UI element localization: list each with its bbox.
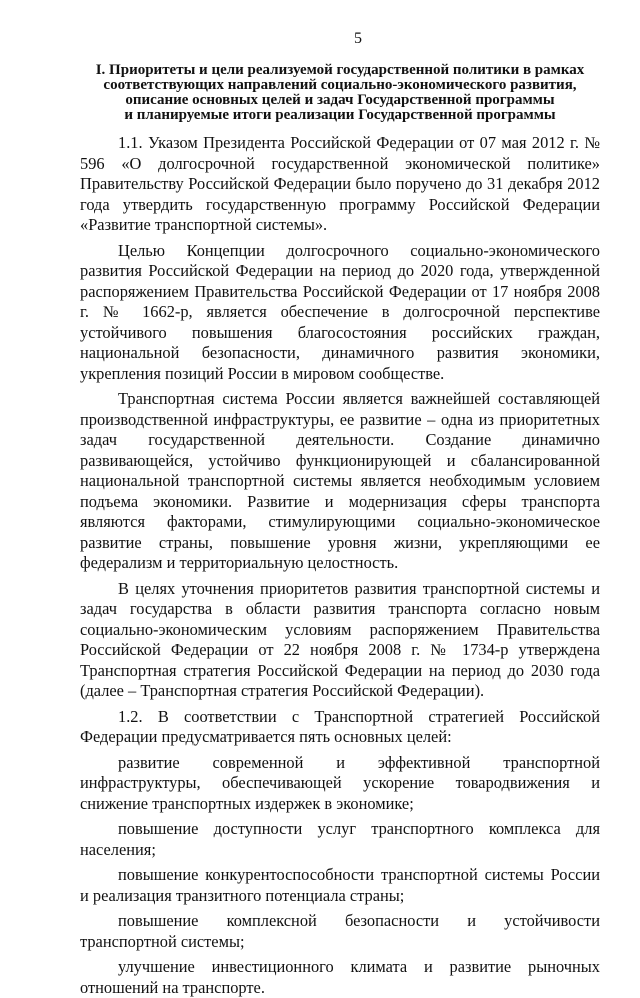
- goal-item: повышение конкурентоспособности транспортной системы России и реализация транзитного потенциала страны;: [80, 865, 600, 905]
- paragraph-1-2: 1.2. В соответствии с Транспортной стратегией Российской Федерации предусматривается пять основных целей:: [80, 706, 600, 746]
- goal-item: развитие современной и эффективной транспортной инфраструктуры, обеспечивающей ускорение товародвижения и снижение транспортных издержек в экономике;: [80, 752, 600, 813]
- goal-item: повышение доступности услуг транспортного комплекса для населения;: [80, 819, 600, 859]
- goal-item: повышение комплексной безопасности и устойчивости транспортной системы;: [80, 911, 600, 951]
- heading-line: I. Приоритеты и цели реализуемой государственной политики в рамках: [95, 62, 585, 78]
- body-text: [80, 133, 600, 998]
- heading-line: соответствующих направлений социально-экономического развития,: [103, 77, 577, 93]
- section-heading: [80, 63, 600, 123]
- paragraph-concept-goal: Целью Концепции долгосрочного социально-экономического развития Российской Федерации на период до 2020 года, утвержденной распоряжением Правительства Российской Федерации от 17 ноября 2008 г. № 1662-р, является обеспечение в долгосрочной перспективе устойчивого повышения благосостояния российских граждан, национальной безопасности, динамичного развития экономики, укрепления позиций России в мировом сообществе.: [80, 240, 600, 383]
- paragraph-1-1: 1.1. Указом Президента Российской Федерации от 07 мая 2012 г. № 596 «О долгосрочной государственной экономической политике» Правительству Российской Федерации было поручено до 31 декабря 2012 года утвердить государственную программу Российской Федерации «Развитие транспортной системы».: [80, 133, 600, 234]
- goal-item: улучшение инвестиционного климата и развитие рыночных отношений на транспорте.: [80, 957, 600, 997]
- heading-line: и планируемые итоги реализации Государственной программы: [124, 107, 556, 123]
- paragraph-transport-strategy: В целях уточнения приоритетов развития транспортной системы и задач государства в области развития транспорта согласно новым социально-экономическим условиям распоряжением Правительства Российской Федерации от 22 ноября 2008 г. № 1734-р утверждена Транспортная стратегия Российской Федерации на период до 2030 года (далее – Транспортная стратегия Российской Федерации).: [80, 578, 600, 700]
- heading-line: описание основных целей и задач Государственной программы: [125, 92, 555, 108]
- paragraph-transport-system: Транспортная система России является важнейшей составляющей производственной инфраструктуры, ее развитие – одна из приоритетных задач государственной деятельности. Создание динамично развивающейся, устойчиво функционирующей и сбалансированной национальной транспортной системы является необходимым условием подъема экономики. Развитие и модернизация сферы транспорта являются факторами, стимулирующими социально-экономическое развитие страны, повышение уровня жизни, укрепляющими ее федерализм и территориальную целостность.: [80, 389, 600, 572]
- page-number: 5: [354, 30, 362, 47]
